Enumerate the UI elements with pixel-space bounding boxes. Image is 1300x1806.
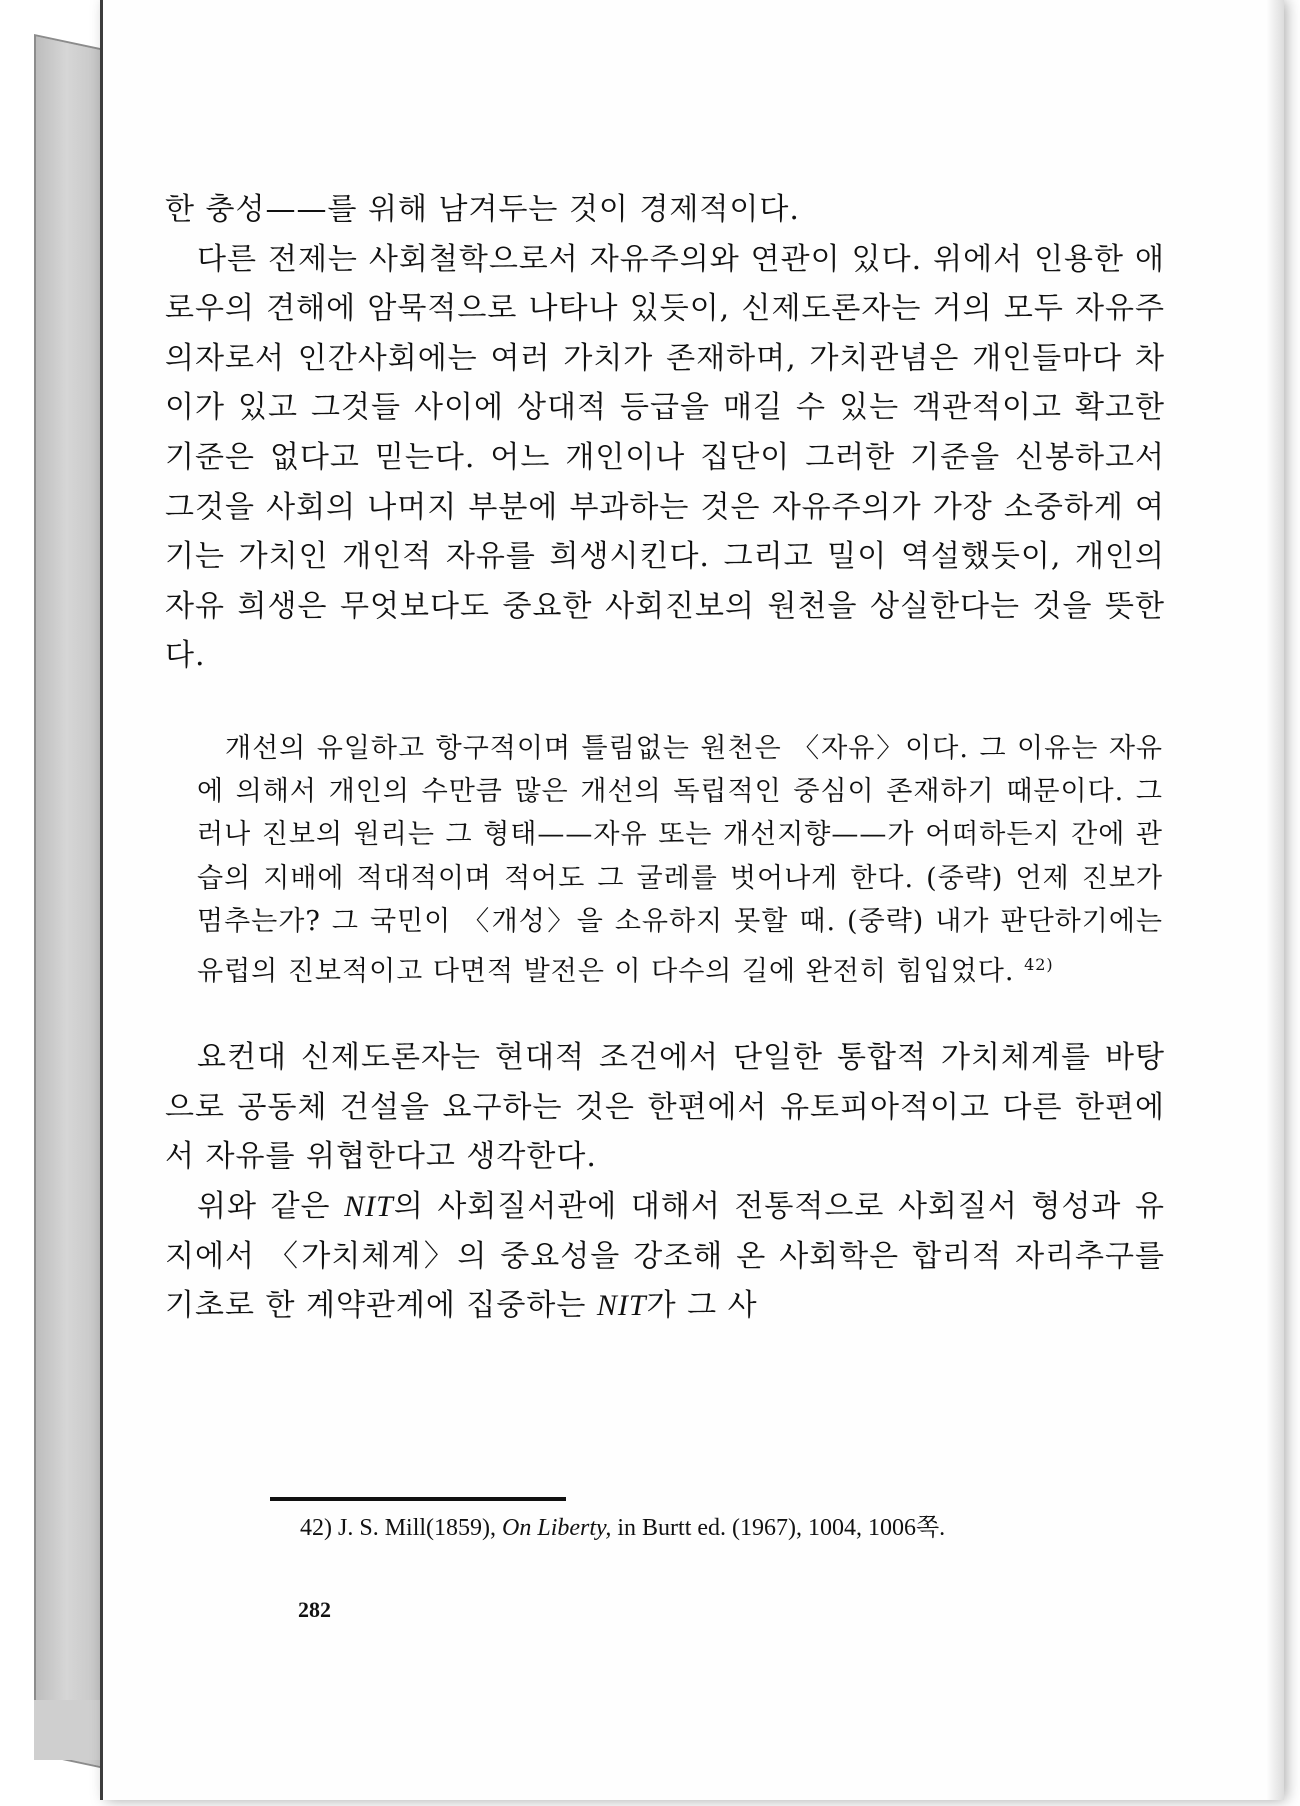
footnote-author: J. S. Mill(1859),	[338, 1515, 497, 1541]
quote-footnote-ref: 42)	[1024, 954, 1054, 974]
quote-body: 개선의 유일하고 항구적이며 틀림없는 원천은 〈자유〉이다. 그 이유는 자유에 의해서 개인의 수만큼 많은 개선의 독립적인 중심이 존재하기 때문이다. 그러나 진보의 원리는 그 형태——자유 또는 개선지향——가 어떠하든지 간에 관습의 지배에 적대적이며 적어도 그 굴레를 벗어나게 한다. (중략) 언제 진보가 멈추는가? 그 국민이 〈개성〉을 소유하지 못할 때. (중략) 내가 판단하기에는 유럽의 진보적이고 다면적 발전은 이 다수의 길에 완전히 힘입었다.	[197, 732, 1163, 987]
footnote	[300, 1505, 1200, 1551]
block-quote	[197, 727, 1163, 993]
nit-term: NIT	[344, 1189, 394, 1223]
page-edge-shadow	[1266, 0, 1284, 1800]
paragraph-4-part-a: 위와 같은	[197, 1188, 345, 1224]
page-body	[165, 185, 1165, 1331]
paragraph-4-part-c: 가 그 사	[646, 1288, 758, 1324]
page-number: 282	[298, 1597, 331, 1622]
paragraph-2: 다른 전제는 사회철학으로서 자유주의와 연관이 있다. 위에서 인용한 애로우의 견해에 암묵적으로 나타나 있듯이, 신제도론자는 거의 모두 자유주의자로서 인간사회에는 여러 가치가 존재하며, 가치관념은 개인들마다 차이가 있고 그것들 사이에 상대적 등급을 매길 수 있는 객관적이고 확고한 기준은 없다고 믿는다. 어느 개인이나 집단이 그러한 기준을 신봉하고서 그것을 사회의 나머지 부분에 부과하는 것은 자유주의가 가장 소중하게 여기는 가치인 개인적 자유를 희생시킨다. 그리고 밀이 역설했듯이, 개인의 자유 희생은 무엇보다도 중요한 사회진보의 원천을 상실한다는 것을 뜻한다.	[165, 241, 1165, 674]
footnote-number: 42)	[300, 1515, 332, 1541]
paragraph-4-part-b: 의 사회질서관에 대해서 전통적으로 사회질서 형성과 유지에서 〈가치체계〉의 중요성을 강조해 온 사회학은 합리적 자리추구를 기초로 한 계약관계에 집중하는	[165, 1188, 1165, 1324]
book-spine-bottom	[34, 1700, 106, 1760]
paragraph-3: 요컨대 신제도론자는 현대적 조건에서 단일한 통합적 가치체계를 바탕으로 공동체 건설을 요구하는 것은 한편에서 유토피아적이고 다른 한편에서 자유를 위협한다고 생각한다.	[165, 1040, 1165, 1175]
paragraph-1: 한 충성——를 위해 남겨두는 것이 경제적이다.	[165, 192, 800, 227]
paragraph-4	[165, 1182, 1165, 1331]
book-spine	[34, 34, 106, 1769]
quote-text	[197, 727, 1163, 993]
nit-term: NIT	[596, 1289, 647, 1323]
footnote-title: On Liberty,	[502, 1515, 612, 1541]
footnote-rest: in Burtt ed. (1967), 1004, 1006쪽.	[617, 1515, 946, 1541]
footnote-divider	[270, 1497, 566, 1501]
